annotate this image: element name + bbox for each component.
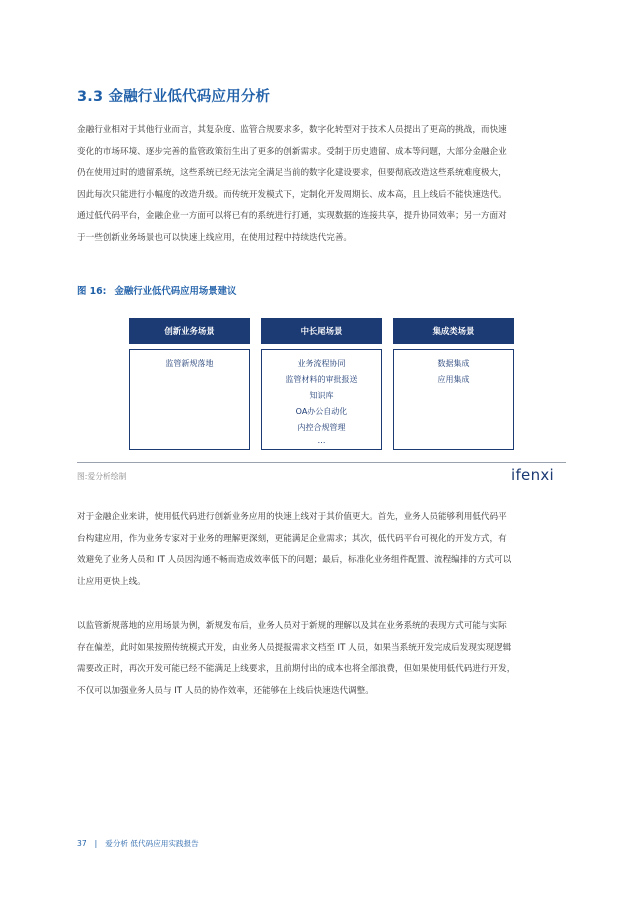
column-box-long-tail [261, 349, 382, 450]
ifenxi-logo: ifenxi [511, 466, 555, 484]
paragraph-line: 于一些创新业务场景也可以快速上线应用，在使用过程中持续迭代完善。 [77, 232, 353, 243]
footer-report-title: 爱分析 低代码应用实践报告 [105, 839, 199, 848]
figure-title [77, 283, 236, 297]
paragraph-line: 变化的市场环境、逐步完善的监管政策衍生出了更多的创新需求。受制于历史遗留、成本等问题，大部分金融企业 [77, 146, 507, 157]
page-number: 37 [77, 839, 87, 848]
column-header-integration: 集成类场景 [393, 318, 514, 344]
figure-divider [77, 462, 566, 463]
page-footer [77, 838, 199, 849]
scenario-item: 数据集成 [437, 359, 470, 368]
paragraph-line: 对于金融企业来讲，使用低代码进行创新业务应用的快速上线对于其价值更大。首先，业务人员能够利用低代码平 [77, 512, 507, 522]
paragraph-line: 让应用更快上线。 [77, 576, 146, 587]
figure-source: 图:爱分析绘制 [77, 472, 127, 481]
paragraph-example [77, 616, 566, 702]
paragraph-value [77, 507, 566, 593]
paragraph-line: 以监管新规落地的应用场景为例，新规发布后，业务人员对于新规的理解以及其在业务系统的表现方式可能与实际 [77, 621, 507, 631]
scenario-diagram [77, 303, 566, 463]
paragraph-line: 效避免了业务人员和 IT 人员因沟通不畅而造成效率低下的问题；最后，标准化业务组件配置、流程编排的方式可以 [77, 555, 512, 566]
section-title: 3.3 金融行业低代码应用分析 [77, 89, 271, 105]
footer-separator: | [94, 839, 98, 848]
paragraph-line: 台构建应用，作为业务专家对于业务的理解更深刻，更能满足企业需求；其次，低代码平台可视化的开发方式，有 [77, 533, 507, 544]
scenario-item: 监管材料的审批报送 [285, 375, 358, 384]
scenario-item: 内控合规管理 [297, 423, 346, 432]
scenario-item: 应用集成 [437, 375, 470, 384]
paragraph-intro [77, 120, 566, 250]
figure-label: 图 16: [77, 286, 107, 297]
figure-caption: 金融行业低代码应用场景建议 [114, 286, 237, 297]
scenario-item: 知识库 [309, 391, 334, 400]
paragraph-line: 存在偏差，此时如果按照传统模式开发，由业务人员提报需求文档至 IT 人员，如果当系统开发完成后发现实现逻辑 [77, 642, 512, 653]
paragraph-line: 不仅可以加强业务人员与 IT 人员的协作效率，还能够在上线后快速迭代调整。 [77, 685, 374, 696]
column-header-long-tail: 中长尾场景 [261, 318, 382, 344]
column-box-integration [393, 349, 514, 450]
scenario-item: 监管新规落地 [165, 359, 214, 368]
paragraph-line: 仍在使用过时的遗留系统，这些系统已经无法完全满足当前的数字化建设要求，但要彻底改造这些系统难度极大， [77, 168, 507, 179]
paragraph-line: 通过低代码平台，金融企业一方面可以将已有的系统进行打通，实现数据的连接共享，提升协同效率；另一方面对 [77, 211, 507, 222]
paragraph-line: 因此每次只能进行小幅度的改造升级。而传统开发模式下，定制化开发周期长、成本高，且上线后不能快速迭代。 [77, 189, 507, 200]
paragraph-line: 需要改正时，再次开发可能已经不能满足上线要求，且前期付出的成本也将全部浪费，但如果使用低代码进行开发， [77, 664, 516, 675]
scenario-item: OA办公自动化 [295, 407, 348, 416]
scenario-item: 业务流程协同 [297, 359, 346, 368]
paragraph-line: 金融行业相对于其他行业而言，其复杂度、监管合规要求多，数字化转型对于技术人员提出了更高的挑战，而快速 [77, 125, 507, 135]
column-header-innovation: 创新业务场景 [129, 318, 250, 344]
column-box-innovation [129, 349, 250, 450]
scenario-item-ellipsis: … [317, 436, 326, 445]
